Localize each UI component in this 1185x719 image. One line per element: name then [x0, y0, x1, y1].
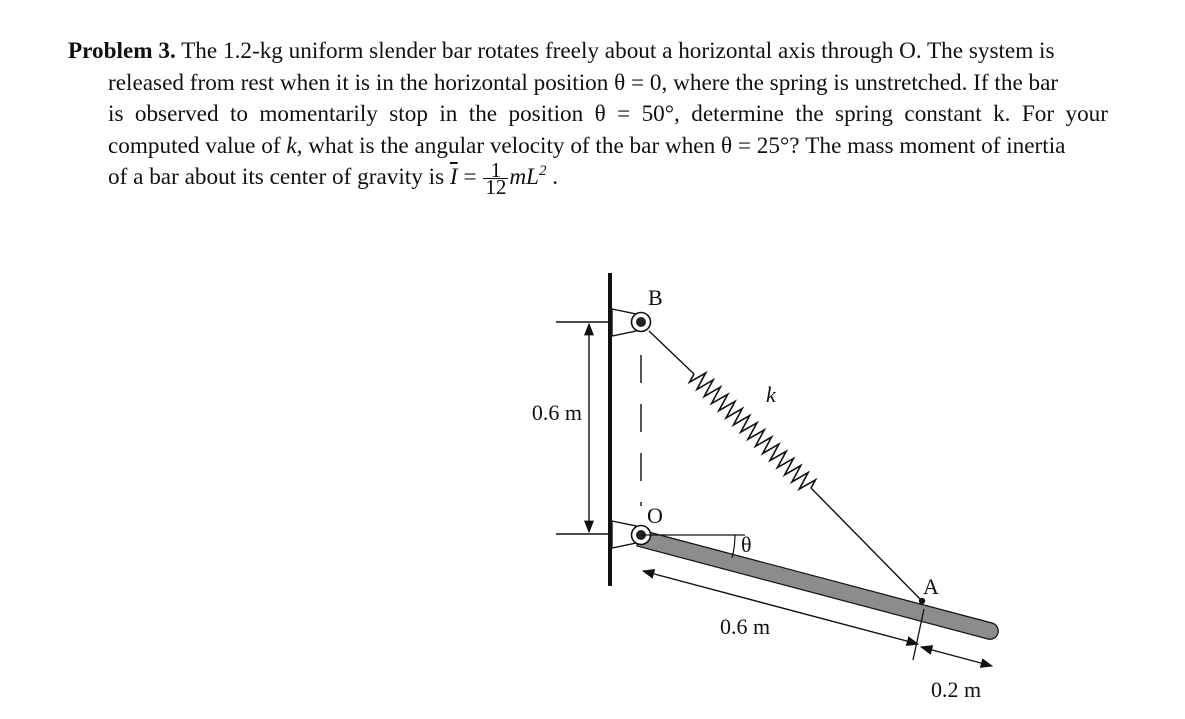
dim-end-arrow [921, 647, 992, 666]
spring-coil [690, 373, 816, 489]
inertia-symbol: $\overline{I}$ [449, 164, 458, 190]
problem-heading: Problem 3. [68, 38, 176, 64]
label-theta: θ [741, 532, 752, 557]
spring-lead-top [649, 331, 694, 374]
label-b: B [648, 285, 663, 310]
dim-bar-label: 0.6 m [719, 614, 771, 639]
label-k: k [766, 382, 776, 407]
problem-line-3: is observed to momentarily stop in the position θ = 50°, determine the spring constant k. For your [108, 101, 1108, 127]
pin-b-inner [636, 317, 646, 327]
dim-vertical-label: 0.6 m [531, 400, 582, 425]
slender-bar [637, 530, 998, 639]
problem-line-2: released from rest when it is in the horizontal position θ = 0, where the spring is unstretched. If the bar [108, 69, 1059, 96]
fraction-one-twelfth: $\frac{1}{12}$ [485, 158, 507, 200]
label-o: O [647, 503, 663, 528]
label-a: A [923, 574, 939, 599]
dim-end-label: 0.2 m [930, 677, 982, 702]
problem-line-5: of a bar about its center of gravity is $\overline{I}$ = $\frac{1}{12}$ $mL^2$ . [108, 158, 559, 200]
problem-line-1: Problem 3. The 1.2-kg uniform slender bar rotates freely about a horizontal axis through O. The system is [68, 38, 1055, 64]
problem-line-4: computed value of k, what is the angular velocity of the bar when θ = 25°? The mass moment of inertia [108, 132, 1066, 159]
